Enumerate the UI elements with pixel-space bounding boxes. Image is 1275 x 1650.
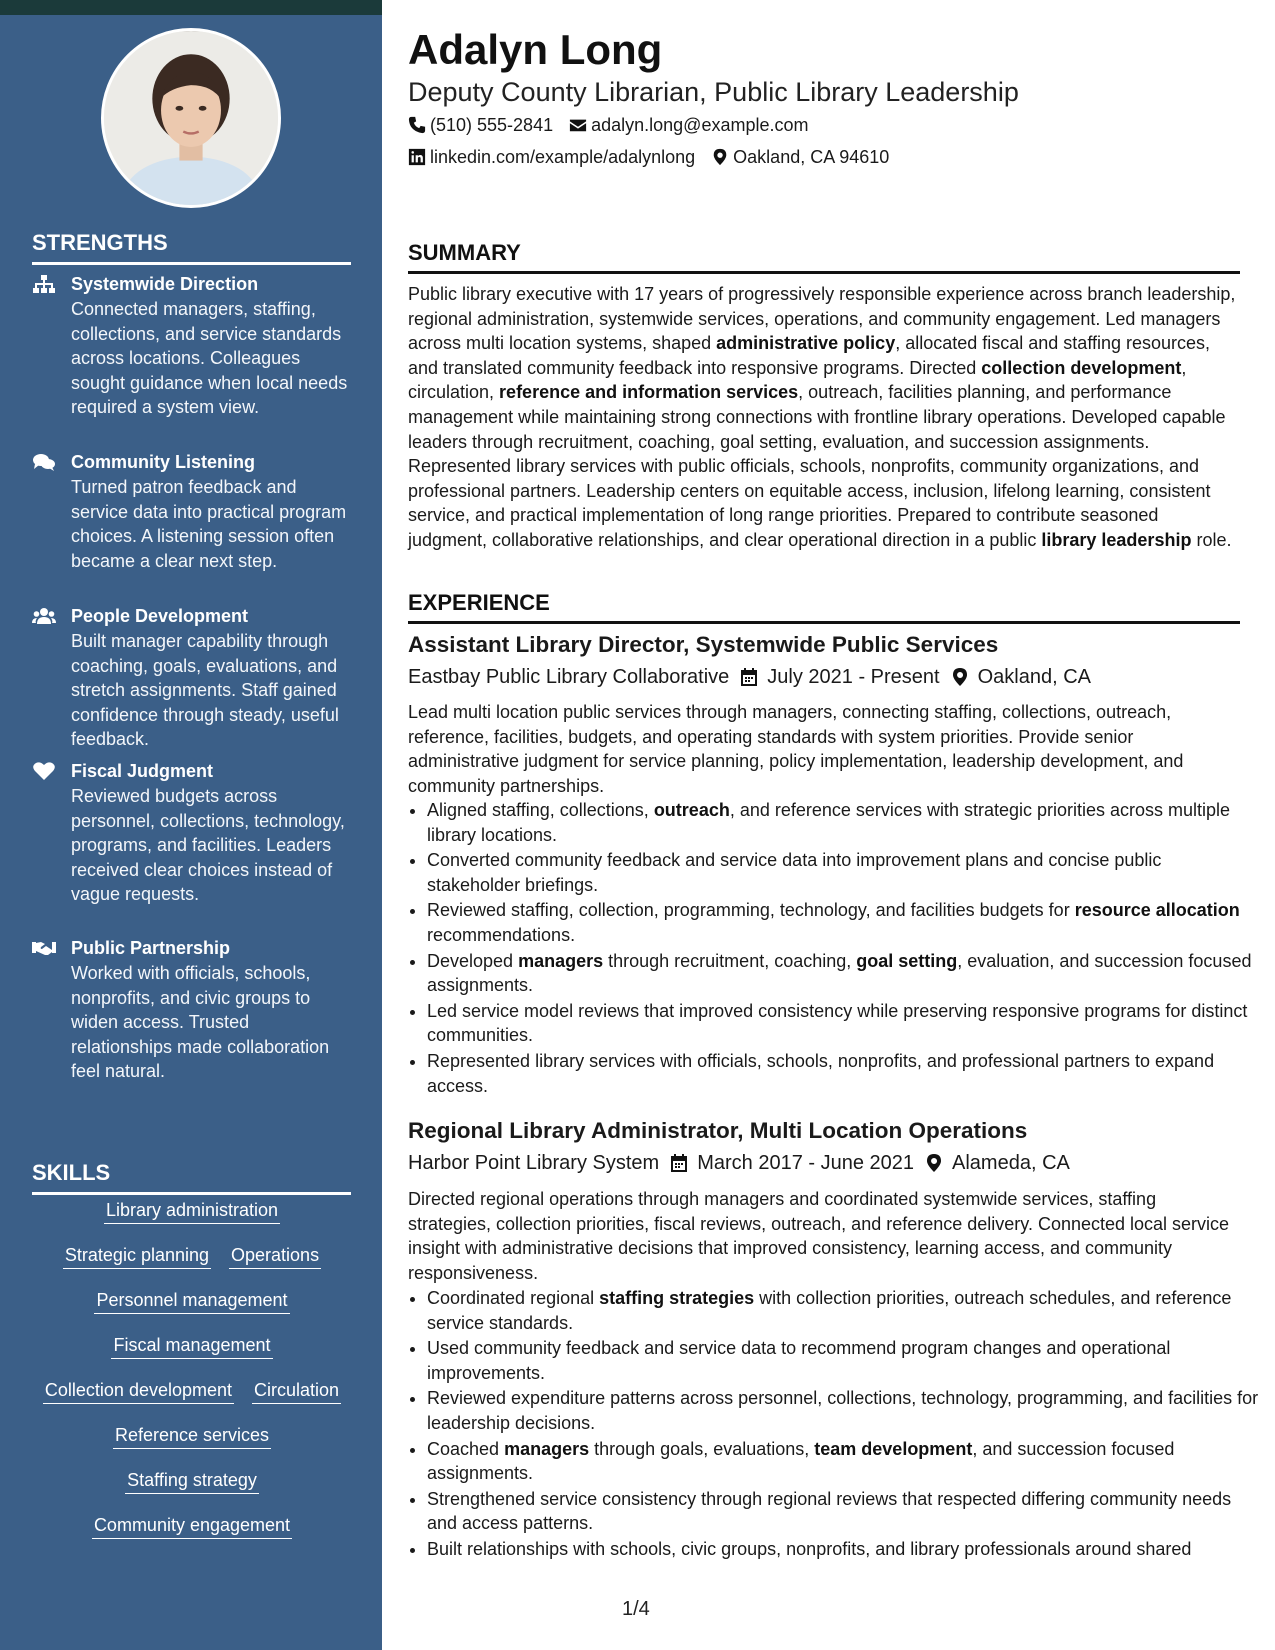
phone-icon bbox=[408, 116, 426, 134]
contact-row-1 bbox=[408, 113, 808, 137]
calendar-icon bbox=[739, 667, 759, 687]
text-segment: with collection priorities, outreach schedules, and reference service standards. bbox=[427, 1288, 1232, 1333]
bullet-item bbox=[427, 848, 1259, 897]
strength-item bbox=[32, 450, 352, 573]
strength-description: Worked with officials, schools, nonprofits, and civic groups to widen access. Trusted relationships made collaboration feel natural. bbox=[71, 963, 330, 1081]
candidate-title: Deputy County Librarian, Public Library Leadership bbox=[408, 77, 1019, 107]
strength-description: Reviewed budgets across personnel, collections, technology, programs, and facilities. Leaders received clear choices instead of vague requests. bbox=[71, 786, 345, 904]
strength-description: Turned patron feedback and service data into practical program choices. A listening session often became a clear next step. bbox=[71, 477, 347, 571]
emphasis-text: outreach bbox=[653, 800, 730, 820]
text-segment: Led service model reviews that improved consistency while preserving responsive programs for distinct communities. bbox=[427, 1000, 1248, 1046]
emphasis-text: managers bbox=[518, 950, 604, 971]
experience-heading: EXPERIENCE bbox=[408, 590, 1240, 624]
strength-item bbox=[32, 272, 352, 420]
emphasis-text: reference and information services bbox=[499, 382, 799, 403]
text-segment: Developed bbox=[427, 950, 519, 971]
skill-tag: Reference services bbox=[113, 1423, 271, 1449]
text-segment: Strengthened service consistency through regional reviews that respected differing community needs and access patterns. bbox=[427, 1488, 1232, 1534]
text-segment: role. bbox=[1191, 529, 1232, 550]
emphasis-text: goal setting bbox=[856, 950, 958, 971]
job-title: Regional Library Administrator, Multi Location Operations bbox=[408, 1118, 1028, 1143]
job-location: Alameda, CA bbox=[952, 1152, 1070, 1174]
strength-description: Built manager capability through coaching, goals, evaluations, and stretch assignments. Staff gained confidence through steady, useful feedback. bbox=[71, 631, 339, 749]
bullet-item bbox=[427, 1049, 1259, 1098]
job-location: Oakland, CA bbox=[977, 666, 1091, 688]
text-segment: Used community feedback and service data to recommend program changes and operational improvements. bbox=[427, 1338, 1171, 1383]
strength-item bbox=[32, 759, 352, 907]
skill-tag: Staffing strategy bbox=[125, 1468, 259, 1494]
skills-heading: SKILLS bbox=[32, 1160, 351, 1195]
skill-tag: Community engagement bbox=[92, 1513, 292, 1539]
job-summary: Directed regional operations through managers and coordinated systemwide services, staffing strategies, collection priorities, fiscal reviews, outreach, and reference delivery. Connected local service insight with administrative decisions that improved consistency, learning access, and community responsiveness. bbox=[408, 1189, 1230, 1283]
text-segment: Coached bbox=[427, 1438, 505, 1459]
skill-tag: Operations bbox=[229, 1243, 321, 1269]
text-segment: Aligned staffing, collections, bbox=[427, 800, 654, 820]
calendar-icon bbox=[669, 1153, 689, 1173]
job-organization: Harbor Point Library System bbox=[408, 1152, 660, 1174]
bullet-item bbox=[427, 949, 1259, 998]
text-segment: , evaluation, and succession focused assignments. bbox=[427, 950, 1252, 996]
text-segment: Reviewed staffing, collection, programming, technology, and facilities budgets for bbox=[427, 900, 1075, 921]
candidate-name: Adalyn Long bbox=[408, 26, 663, 73]
job-meta bbox=[408, 663, 1091, 691]
location: Oakland, CA 94610 bbox=[733, 147, 890, 167]
job-bullets bbox=[408, 798, 1259, 1099]
summary-text bbox=[408, 282, 1240, 553]
profile-photo bbox=[101, 28, 281, 208]
emphasis-text: library leadership bbox=[1041, 529, 1192, 550]
emphasis-text: staffing strategies bbox=[599, 1288, 755, 1308]
text-segment: , and reference services with strategic priorities across multiple library locations. bbox=[427, 800, 1231, 845]
email-address[interactable]: adalyn.long@example.com bbox=[591, 115, 809, 135]
emphasis-text: managers bbox=[504, 1438, 590, 1459]
strengths-heading: STRENGTHS bbox=[32, 230, 351, 265]
job-dates: March 2017 - June 2021 bbox=[697, 1152, 915, 1174]
text-segment: through recruitment, coaching, bbox=[603, 950, 857, 971]
map-marker-icon bbox=[924, 1153, 944, 1173]
bullet-item bbox=[427, 898, 1259, 947]
strength-title: People Development bbox=[71, 606, 249, 626]
job-organization: Eastbay Public Library Collaborative bbox=[408, 666, 730, 688]
map-marker-icon bbox=[711, 148, 729, 166]
text-segment: Represented library services with officials, schools, nonprofits, and professional partners to expand access. bbox=[427, 1050, 1215, 1096]
emphasis-text: team development bbox=[814, 1438, 973, 1459]
text-segment: , circulation, bbox=[408, 357, 1187, 403]
strength-item bbox=[32, 936, 352, 1084]
contact-row-2 bbox=[408, 145, 889, 169]
job-dates: July 2021 - Present bbox=[767, 666, 940, 688]
text-segment: , and succession focused assignments. bbox=[427, 1438, 1175, 1484]
phone-number[interactable]: (510) 555-2841 bbox=[430, 115, 554, 135]
linkedin-icon bbox=[408, 148, 426, 166]
handshake-icon bbox=[32, 938, 56, 958]
strength-title: Systemwide Direction bbox=[71, 274, 259, 294]
users-icon bbox=[32, 606, 56, 626]
text-segment: Converted community feedback and service data into improvement plans and concise public stakeholder briefings. bbox=[427, 850, 1162, 895]
text-segment: Reviewed expenditure patterns across personnel, collections, technology, programming, and facilities for leadership decisions. bbox=[427, 1388, 1259, 1433]
skill-tag: Personnel management bbox=[94, 1288, 289, 1314]
sidebar-top-bar bbox=[0, 0, 382, 15]
skill-tag: Library administration bbox=[104, 1198, 280, 1224]
bullet-item bbox=[427, 798, 1259, 847]
text-segment: , allocated fiscal and staffing resources, and translated community feedback into responsive programs. Directed bbox=[408, 333, 1211, 378]
bullet-item bbox=[427, 1487, 1259, 1536]
text-segment: recommendations. bbox=[427, 924, 576, 945]
sitemap-icon bbox=[32, 274, 56, 294]
bullet-item bbox=[427, 1386, 1259, 1435]
emphasis-text: resource allocation bbox=[1074, 900, 1240, 921]
envelope-icon bbox=[569, 116, 587, 134]
sidebar bbox=[0, 0, 382, 1650]
text-segment: through goals, evaluations, bbox=[589, 1438, 815, 1459]
text-segment: , outreach, facilities planning, and performance management while maintaining strong connections with frontline library operations. Developed capable leaders through recruitment, coaching, goal setting, evaluation, and succession assignments. Represented library services with public officials, schools, nonprofits, community organizations, and professional partners. Leadership centers on equitable access, inclusion, lifelong learning, consistent service, and practical implementation of long range priorities. Prepared to contribute seasoned judgment, collaborative relationships, and clear operational direction in a public bbox=[408, 382, 1226, 550]
skills-list bbox=[22, 1198, 362, 1558]
page-number: 1/4 bbox=[622, 1598, 650, 1620]
linkedin-url[interactable]: linkedin.com/example/adalynlong bbox=[430, 147, 696, 167]
bullet-item bbox=[427, 1537, 1259, 1562]
job-meta bbox=[408, 1149, 1070, 1177]
summary-heading: SUMMARY bbox=[408, 240, 1240, 274]
skill-tag: Fiscal management bbox=[111, 1333, 272, 1359]
portrait-image bbox=[104, 31, 278, 205]
skill-tag: Circulation bbox=[252, 1378, 341, 1404]
text-segment: Built relationships with schools, civic groups, nonprofits, and library professionals around shared bbox=[427, 1538, 1192, 1559]
strength-title: Public Partnership bbox=[71, 938, 231, 958]
skill-tag: Collection development bbox=[43, 1378, 234, 1404]
text-segment: Public library executive with 17 years of progressively responsible experience across branch leadership, regional administration, systemwide services, operations, and community engagement. Led managers across multi location systems, shaped bbox=[408, 284, 1236, 354]
emphasis-text: administrative policy bbox=[716, 333, 896, 354]
job-summary: Lead multi location public services through managers, connecting staffing, collections, outreach, reference, facilities, budgets, and operating standards with system priorities. Provide senior administrative judgment for service planning, policy implementation, leadership development, and community partnerships. bbox=[408, 702, 1184, 796]
strength-title: Fiscal Judgment bbox=[71, 761, 214, 781]
job-title: Assistant Library Director, Systemwide Public Services bbox=[408, 632, 999, 657]
map-marker-icon bbox=[950, 667, 970, 687]
text-segment: Coordinated regional bbox=[427, 1288, 600, 1308]
skill-tag: Strategic planning bbox=[63, 1243, 211, 1269]
job-bullets bbox=[408, 1286, 1259, 1563]
emphasis-text: collection development bbox=[981, 357, 1182, 378]
bullet-item bbox=[427, 1437, 1259, 1486]
strength-title: Community Listening bbox=[71, 452, 255, 472]
comments-icon bbox=[32, 452, 56, 472]
strength-description: Connected managers, staffing, collections, and service standards across locations. Colleagues sought guidance when local needs required a system view. bbox=[71, 299, 348, 417]
bullet-item bbox=[427, 1286, 1259, 1335]
heart-icon bbox=[32, 761, 56, 781]
bullet-item bbox=[427, 1336, 1259, 1385]
bullet-item bbox=[427, 999, 1259, 1048]
strength-item bbox=[32, 604, 352, 752]
